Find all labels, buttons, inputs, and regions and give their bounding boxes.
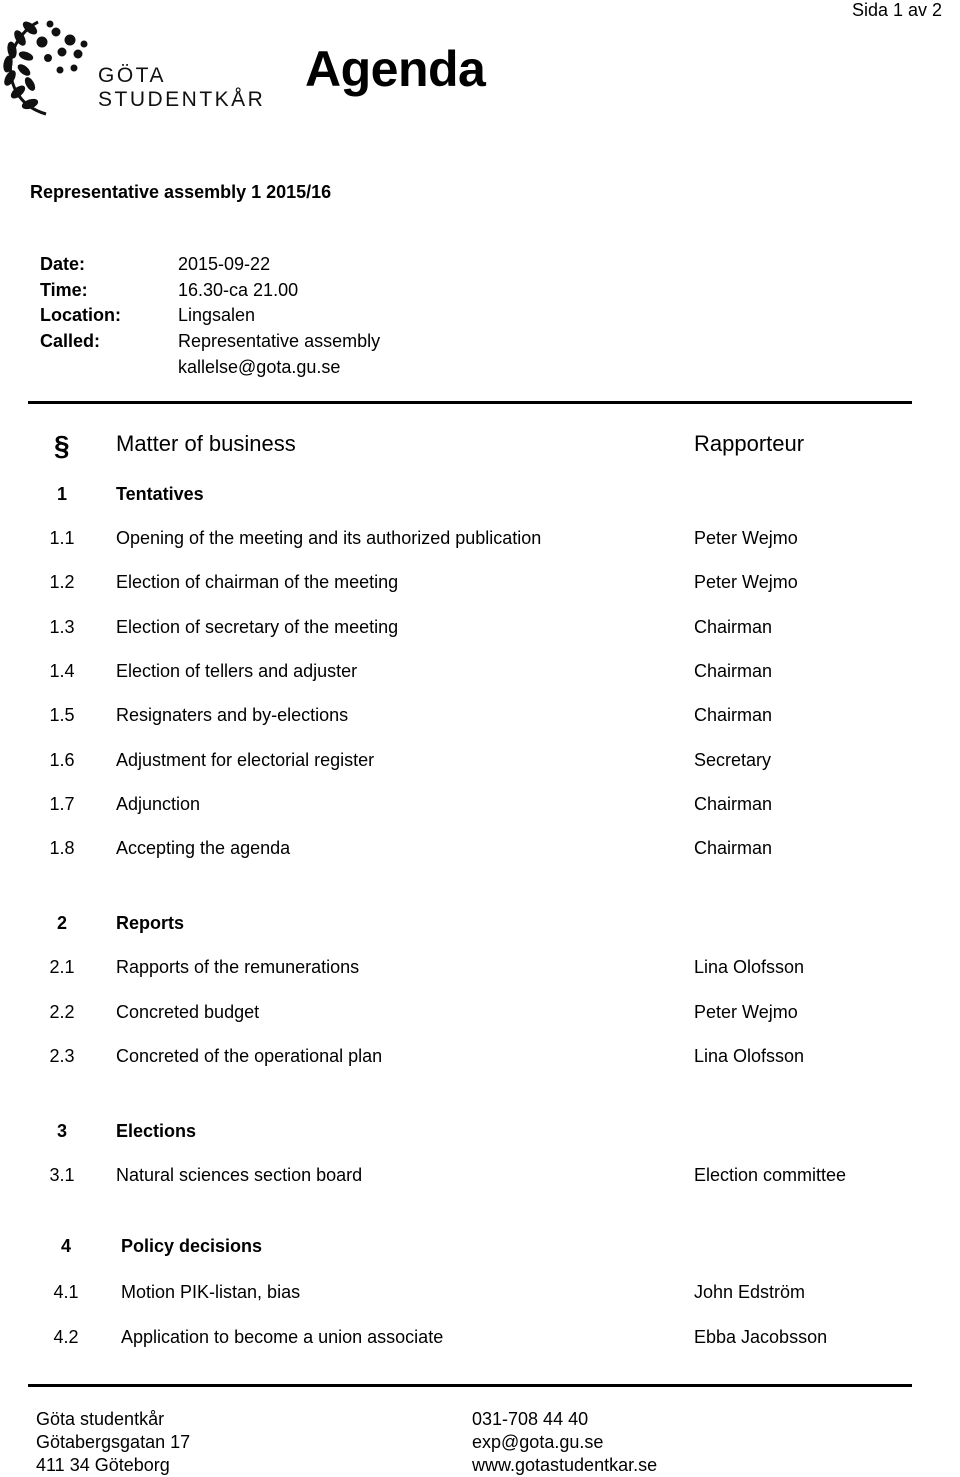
agenda-title: Concreted budget	[116, 1002, 260, 1022]
agenda-title: Accepting the agenda	[116, 838, 291, 858]
agenda-number: 1.1	[49, 528, 75, 548]
agenda-number: 1.8	[49, 838, 75, 858]
column-header-matter: Matter of business	[116, 431, 296, 456]
agenda-rapporteur: Chairman	[694, 661, 773, 681]
agenda-number: 1.3	[49, 617, 75, 637]
agenda-row	[0, 794, 960, 820]
agenda-title: Election of chairman of the meeting	[116, 572, 399, 592]
agenda-row	[0, 661, 960, 687]
agenda-number: 3.1	[49, 1165, 75, 1185]
agenda-title: Rapports of the remunerations	[116, 957, 360, 977]
agenda-number: 1.5	[49, 705, 75, 725]
divider-bottom	[28, 1384, 912, 1387]
agenda-title: Policy decisions	[121, 1236, 263, 1256]
agenda-title: Resignaters and by-elections	[116, 705, 349, 725]
document-title: Agenda	[305, 41, 486, 97]
meta-value-time: 16.30-ca 21.00	[178, 280, 299, 300]
meta-value-email: kallelse@gota.gu.se	[178, 357, 341, 377]
agenda-rapporteur: Peter Wejmo	[694, 572, 798, 592]
agenda-title: Reports	[116, 913, 185, 933]
agenda-row	[0, 705, 960, 731]
agenda-title: Application to become a union associate	[121, 1327, 444, 1347]
agenda-row	[0, 1002, 960, 1028]
divider-top	[28, 401, 912, 404]
agenda-number: 4	[60, 1236, 71, 1256]
agenda-row	[0, 528, 960, 554]
agenda-rapporteur: Peter Wejmo	[694, 1002, 798, 1022]
agenda-rapporteur: Lina Olofsson	[694, 957, 805, 977]
footer-postal: 411 34 Göteborg	[36, 1455, 170, 1475]
agenda-rapporteur: Chairman	[694, 838, 773, 858]
page-number: Sida 1 av 2	[851, 0, 942, 20]
agenda-rapporteur: John Edström	[694, 1282, 806, 1302]
agenda-title: Election of secretary of the meeting	[116, 617, 399, 637]
agenda-title: Natural sciences section board	[116, 1165, 363, 1185]
agenda-row	[0, 1236, 960, 1262]
agenda-rapporteur: Lina Olofsson	[694, 1046, 805, 1066]
agenda-number: 4.2	[53, 1327, 79, 1347]
agenda-row	[0, 1046, 960, 1072]
agenda-number: 4.1	[53, 1282, 79, 1302]
agenda-row	[0, 1121, 960, 1147]
footer-street: Götabergsgatan 17	[36, 1432, 191, 1452]
agenda-row	[0, 957, 960, 983]
agenda-rapporteur: Peter Wejmo	[694, 528, 798, 548]
agenda-row	[0, 913, 960, 939]
agenda-number: 3	[56, 1121, 67, 1141]
logo-text-line-1: GÖTA	[98, 64, 166, 87]
logo	[0, 18, 266, 118]
agenda-number: 1.7	[49, 794, 75, 814]
agenda-title: Adjunction	[116, 794, 201, 814]
agenda-rapporteur: Chairman	[694, 794, 773, 814]
agenda-row	[0, 838, 960, 864]
agenda-row	[0, 484, 960, 510]
agenda-rapporteur: Election committee	[694, 1165, 847, 1185]
section-sign: §	[54, 430, 70, 461]
agenda-number: 2.2	[49, 1002, 75, 1022]
meta-label-location: Location:	[40, 305, 121, 325]
footer-website: www.gotastudentkar.se	[472, 1455, 658, 1475]
meta-value-location: Lingsalen	[178, 305, 256, 325]
logo-text-line-2: STUDENTKÅR	[98, 88, 266, 111]
agenda-number: 1.6	[49, 750, 75, 770]
meta-label-date: Date:	[40, 254, 86, 274]
wreath-emblem-icon	[0, 18, 96, 118]
agenda-title: Motion PIK-listan, bias	[121, 1282, 301, 1302]
agenda-rapporteur: Chairman	[694, 705, 773, 725]
meta-value-called: Representative assembly	[178, 331, 381, 351]
agenda-row	[0, 617, 960, 643]
agenda-row	[0, 1165, 960, 1191]
agenda-title: Elections	[116, 1121, 197, 1141]
meta-value-date: 2015-09-22	[178, 254, 271, 274]
agenda-row	[0, 750, 960, 776]
agenda-title: Opening of the meeting and its authorized publication	[116, 528, 542, 548]
agenda-row	[0, 572, 960, 598]
meta-label-time: Time:	[40, 280, 88, 300]
column-header-rapporteur: Rapporteur	[694, 431, 805, 456]
agenda-number: 2	[56, 913, 67, 933]
agenda-number: 2.1	[49, 957, 75, 977]
agenda-number: 2.3	[49, 1046, 75, 1066]
assembly-title: Representative assembly 1 2015/16	[30, 182, 332, 202]
agenda-number: 1	[56, 484, 67, 504]
agenda-number: 1.4	[49, 661, 75, 681]
footer-org-name: Göta studentkår	[36, 1409, 165, 1429]
meta-label-called: Called:	[40, 331, 101, 351]
agenda-title: Tentatives	[116, 484, 204, 504]
agenda-number: 1.2	[49, 572, 75, 592]
agenda-rapporteur: Ebba Jacobsson	[694, 1327, 828, 1347]
agenda-title: Election of tellers and adjuster	[116, 661, 358, 681]
agenda-rapporteur: Chairman	[694, 617, 773, 637]
footer-phone: 031-708 44 40	[472, 1409, 589, 1429]
agenda-title: Concreted of the operational plan	[116, 1046, 383, 1066]
agenda-title: Adjustment for electorial register	[116, 750, 375, 770]
agenda-rapporteur: Secretary	[694, 750, 772, 770]
agenda-row	[0, 1282, 960, 1308]
agenda-row	[0, 1327, 960, 1353]
footer-email: exp@gota.gu.se	[472, 1432, 604, 1452]
